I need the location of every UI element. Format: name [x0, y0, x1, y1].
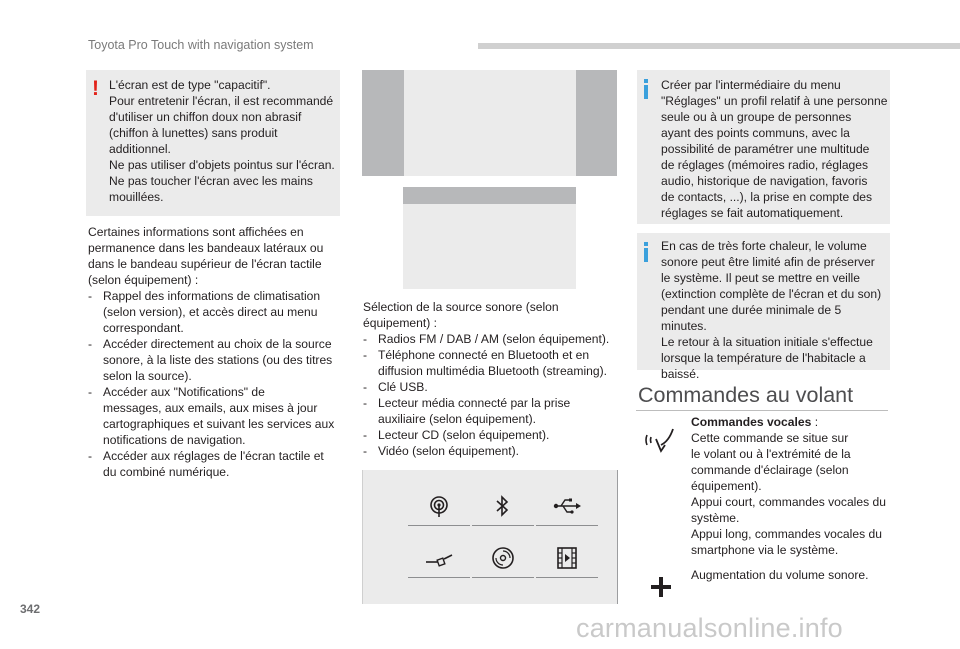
intro-line: (selon équipement) : — [88, 273, 199, 287]
section-divider — [636, 410, 888, 411]
info-line: lorsque la température de l'habitacle a — [661, 351, 866, 365]
list-item — [363, 395, 619, 427]
item-line: - Téléphone connecté en Bluetooth et en — [378, 348, 590, 362]
list-item — [88, 288, 342, 336]
info-line: Créer par l'intermédiaire du menu — [661, 78, 841, 92]
info-box-profiles-text — [661, 77, 890, 221]
list-item — [363, 331, 619, 347]
left-column-text — [88, 224, 342, 480]
middle-column-text — [363, 299, 619, 459]
source-icon-panel — [362, 470, 618, 604]
volume-up-text: Augmentation du volume sonore. — [691, 568, 869, 582]
item-line: (selon version), et accès direct au menu — [103, 305, 318, 319]
info-line: possibilité de paramétrer une multitude — [661, 142, 870, 156]
item-line: - Radios FM / DAB / AM (selon équipement). — [378, 332, 610, 346]
warning-line: d'utiliser un chiffon doux non abrasif — [109, 110, 302, 124]
info-line: audio, historique de navigation, favoris — [661, 174, 868, 188]
running-header-title: Toyota Pro Touch with navigation system — [88, 38, 314, 52]
info-line: réglages se fait automatiquement. — [661, 206, 844, 220]
warning-box — [86, 70, 340, 216]
voice-command-label-suffix: : — [811, 415, 819, 429]
info-line: Le retour à la situation initiale s'effectue — [661, 335, 873, 349]
warning-line: mouillées. — [109, 190, 164, 204]
intro-line: équipement) : — [363, 316, 437, 330]
intro-line: Certaines informations sont affichées en — [88, 225, 304, 239]
voice-line: Appui long, commandes vocales du — [691, 527, 882, 541]
watermark: carmanualsonline.info — [576, 613, 843, 643]
item-line: - Rappel des informations de climatisation — [103, 289, 321, 303]
voice-line: système. — [691, 511, 740, 525]
item-line: du combiné numérique. — [103, 465, 230, 479]
item-line: messages, aux emails, aux mises à jour — [103, 401, 318, 415]
warning-line: Ne pas utiliser d'objets pointus sur l'écran. — [109, 158, 335, 172]
warning-line: Pour entretenir l'écran, il est recommandé — [109, 94, 334, 108]
voice-command-text — [691, 414, 896, 558]
item-line: - Clé USB. — [378, 380, 428, 394]
voice-line: Appui court, commandes vocales du — [691, 495, 886, 509]
voice-line: commande d'éclairage (selon — [691, 463, 849, 477]
video-icon — [536, 538, 598, 578]
cd-icon — [472, 538, 534, 578]
info-line: seule ou à un groupe de personnes — [661, 110, 852, 124]
info-icon — [644, 85, 648, 99]
voice-command-label: Commandes vocales — [691, 415, 812, 429]
screen-illustration-banners — [362, 70, 617, 176]
warning-line: (chiffon à lunettes) sans produit — [109, 126, 278, 140]
item-line: - Accéder aux "Notifications" de — [103, 385, 265, 399]
list-item — [88, 384, 342, 448]
radio-icon — [408, 486, 470, 526]
info-box-heat — [637, 233, 890, 381]
screen-main-area — [404, 70, 576, 176]
voice-line: le volant ou à l'extrémité de la — [691, 447, 851, 461]
item-line: correspondant. — [103, 321, 184, 335]
item-line: notifications de navigation. — [103, 433, 246, 447]
info-line: pendant une durée minimale de 5 minutes. — [661, 303, 842, 333]
info-icon-dot — [644, 79, 648, 83]
warning-line: L'écran est de type "capacitif". — [109, 78, 271, 92]
aux-jack-icon — [408, 538, 470, 578]
info-box-profiles — [637, 70, 890, 224]
section-title: Commandes au volant — [638, 383, 854, 407]
info-box-heat-text — [661, 238, 890, 382]
info-line: le système. Il peut se mettre en veille — [661, 271, 860, 285]
voice-command-icon — [643, 425, 679, 455]
page-number: 342 — [20, 602, 41, 616]
item-line: diffusion multimédia Bluetooth (streaming). — [378, 364, 607, 378]
item-line: - Accéder aux réglages de l'écran tactile et — [103, 449, 324, 463]
info-line: de réglages (mémoires radio, réglages — [661, 158, 869, 172]
header-bar — [478, 43, 960, 49]
list-item — [363, 443, 619, 459]
info-icon-dot — [644, 242, 648, 246]
voice-line: équipement). — [691, 479, 762, 493]
item-line: auxiliaire (selon équipement). — [378, 412, 536, 426]
item-line: selon la source). — [103, 369, 192, 383]
intro-line: dans le bandeau supérieur de l'écran tactile — [88, 257, 322, 271]
info-line: sonore peut être limité afin de préserver — [661, 255, 875, 269]
info-line: de contacts, ...), la prise en compte des — [661, 190, 873, 204]
usb-icon — [536, 486, 598, 526]
warning-text — [109, 77, 338, 205]
warning-line: additionnel. — [109, 142, 171, 156]
list-item — [363, 427, 619, 443]
info-line: "Réglages" un profil relatif à une personne — [661, 94, 888, 108]
voice-command-heading — [691, 414, 896, 430]
audio-source-list — [363, 331, 619, 459]
banner-info-list — [88, 288, 342, 480]
warning-line: Ne pas toucher l'écran avec les mains — [109, 174, 313, 188]
item-line: cartographiques et suivant les services aux — [103, 417, 335, 431]
intro-line: Sélection de la source sonore (selon — [363, 300, 559, 314]
list-item — [363, 347, 619, 379]
voice-line: Cette commande se situe sur — [691, 431, 849, 445]
bluetooth-icon — [472, 486, 534, 526]
voice-line: smartphone via le système. — [691, 543, 839, 557]
list-item — [88, 448, 342, 480]
intro-line: permanence dans les bandeaux latéraux ou — [88, 241, 324, 255]
warning-exclamation-icon: ! — [92, 77, 99, 100]
item-line: - Accéder directement au choix de la source — [103, 337, 332, 351]
info-line: baissé. — [661, 367, 700, 381]
info-icon — [644, 248, 648, 262]
list-item — [88, 336, 342, 384]
screen-top-banner — [403, 187, 576, 204]
item-line: - Vidéo (selon équipement). — [378, 444, 519, 458]
info-line: En cas de très forte chaleur, le volume — [661, 239, 867, 253]
list-item — [363, 379, 619, 395]
info-line: ayant des points communs, avec la — [661, 126, 850, 140]
info-line: (extinction complète de l'écran et du son) — [661, 287, 882, 301]
screen-illustration-top-banner — [403, 187, 576, 289]
item-line: sonore, à la liste des stations (ou des titres — [103, 353, 333, 367]
item-line: - Lecteur média connecté par la prise — [378, 396, 571, 410]
plus-icon — [650, 576, 672, 598]
item-line: - Lecteur CD (selon équipement). — [378, 428, 550, 442]
